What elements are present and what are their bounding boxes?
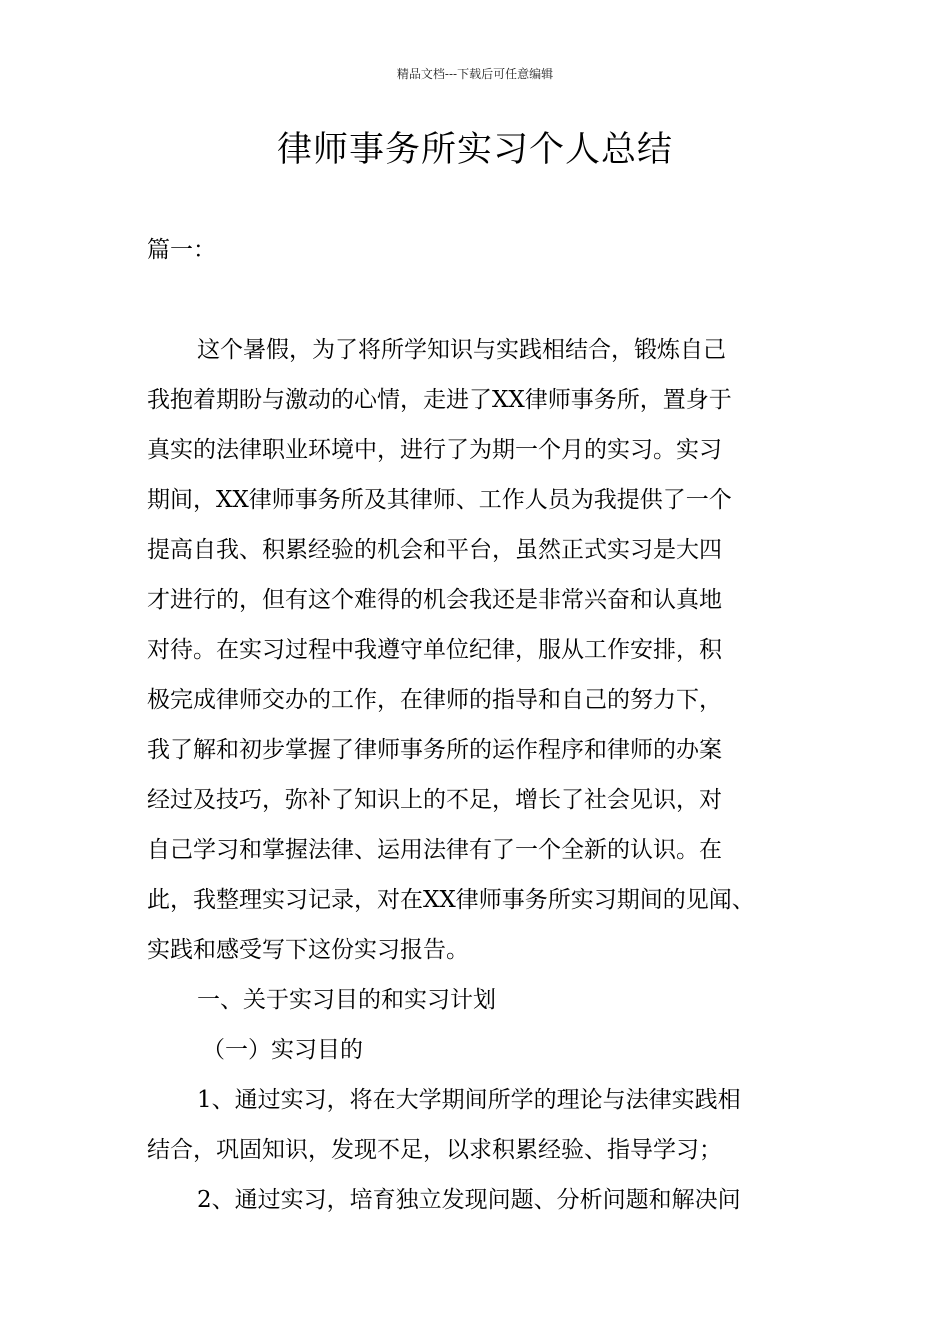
paragraph-line: 实践和感受写下这份实习报告。 [147,937,469,963]
paragraph-line: 真实的法律职业环境中，进行了为期一个月的实习。实习 [147,437,722,463]
list-item-line: 结合，巩固知识，发现不足，以求积累经验、指导学习； [147,1137,722,1163]
paragraph-line: 我了解和初步掌握了律师事务所的运作程序和律师的办案 [147,737,722,763]
subsection-heading: （一）实习目的 [202,1037,363,1063]
section-heading: 一、关于实习目的和实习计划 [197,987,496,1013]
document-title: 律师事务所实习个人总结 [276,130,673,170]
paragraph-line: 提高自我、积累经验的机会和平台，虽然正式实习是大四 [147,537,722,563]
paragraph-line: 我抱着期盼与激动的心情，走进了XX律师事务所，置身于 [147,387,732,413]
paragraph-line: 自己学习和掌握法律、运用法律有了一个全新的认识。在 [147,837,722,863]
document-body [147,332,807,1232]
list-item-line: 1、通过实习，将在大学期间所学的理论与法律实践相 [197,1087,741,1113]
paragraph-line: 经过及技巧，弥补了知识上的不足，增长了社会见识，对 [147,787,722,813]
paragraph-line: 对待。在实习过程中我遵守单位纪律，服从工作安排，积 [147,637,722,663]
section-label: 篇一： [147,237,216,263]
paragraph-line: 期间，XX律师事务所及其律师、工作人员为我提供了一个 [147,487,732,513]
header-note: 精品文档---下载后可任意编辑 [396,67,554,81]
list-item-line: 2、通过实习，培育独立发现问题、分析问题和解决问 [197,1187,741,1213]
paragraph-line: 这个暑假，为了将所学知识与实践相结合，锻炼自己 [197,337,726,363]
paragraph-line: 才进行的，但有这个难得的机会我还是非常兴奋和认真地 [147,587,722,613]
paragraph-line: 此，我整理实习记录，对在XX律师事务所实习期间的见闻、 [147,887,755,913]
paragraph-line: 极完成律师交办的工作，在律师的指导和自己的努力下， [147,687,722,713]
